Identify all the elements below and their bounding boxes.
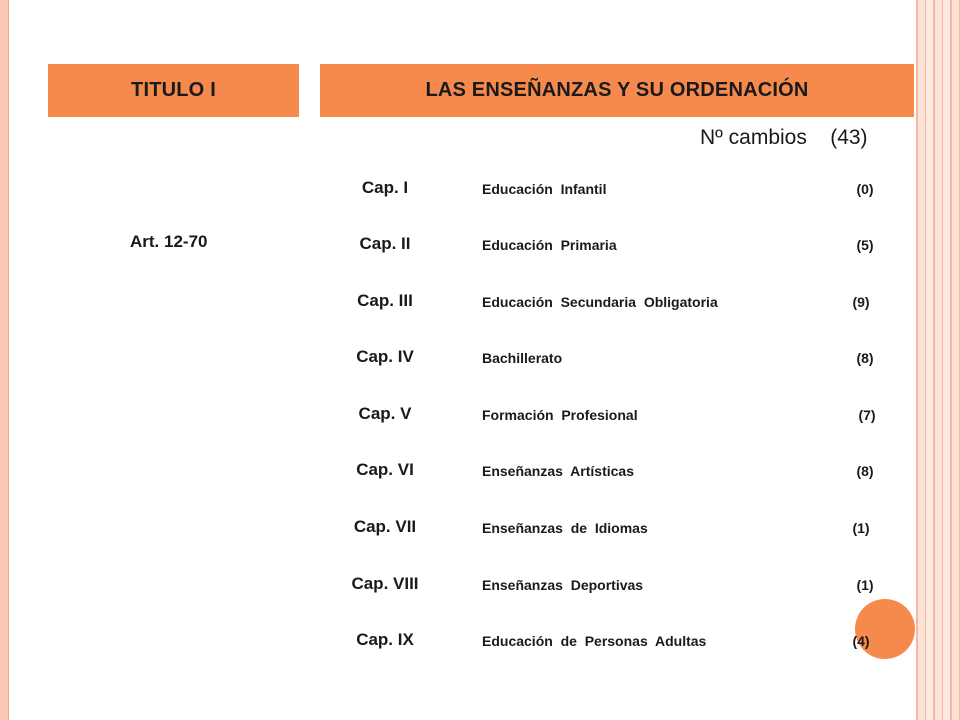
cambios-total: Nº cambios (43) xyxy=(700,126,868,149)
chapter-row xyxy=(0,517,960,541)
chapter-number: Cap. VIII xyxy=(351,574,419,593)
chapter-change-count: (8) xyxy=(856,350,874,366)
chapter-name: Enseñanzas Artísticas xyxy=(482,463,634,479)
chapter-change-count: (9) xyxy=(852,294,870,310)
article-range: Art. 12-70 xyxy=(130,232,208,251)
chapter-number: Cap. VI xyxy=(356,460,414,479)
chapter-number: Cap. IV xyxy=(356,347,414,366)
chapter-change-count: (8) xyxy=(856,463,874,479)
chapter-change-count: (1) xyxy=(856,577,874,593)
chapter-row xyxy=(0,404,960,428)
chapter-name: Formación Profesional xyxy=(482,407,638,423)
chapter-row xyxy=(0,630,960,654)
chapter-number: Cap. VII xyxy=(353,517,417,536)
chapter-number: Cap. V xyxy=(358,404,412,423)
titulo-label: TITULO I xyxy=(131,79,216,101)
chapter-name: Bachillerato xyxy=(482,350,563,366)
chapter-name: Enseñanzas de Idiomas xyxy=(482,520,648,536)
chapter-name: Enseñanzas Deportivas xyxy=(482,577,644,593)
chapter-row xyxy=(0,178,960,202)
chapter-row xyxy=(0,347,960,371)
chapter-change-count: (7) xyxy=(858,407,876,423)
chapter-name: Educación de Personas Adultas xyxy=(482,633,707,649)
chapter-row xyxy=(0,291,960,315)
chapter-change-count: (4) xyxy=(852,633,870,649)
chapter-change-count: (5) xyxy=(856,237,874,253)
chapter-number: Cap. IX xyxy=(356,630,414,649)
chapter-number: Cap. I xyxy=(361,178,409,197)
section-title-label: LAS ENSEÑANZAS Y SU ORDENACIÓN xyxy=(425,79,809,101)
chapter-row xyxy=(0,234,960,258)
chapter-name: Educación Infantil xyxy=(482,181,607,197)
chapter-change-count: (1) xyxy=(852,520,870,536)
chapter-name: Educación Primaria xyxy=(482,237,617,253)
chapter-number: Cap. II xyxy=(359,234,411,253)
chapter-name: Educación Secundaria Obligatoria xyxy=(482,294,718,310)
chapter-number: Cap. III xyxy=(357,291,413,310)
chapter-row xyxy=(0,574,960,598)
chapter-change-count: (0) xyxy=(856,181,874,197)
chapter-row xyxy=(0,460,960,484)
